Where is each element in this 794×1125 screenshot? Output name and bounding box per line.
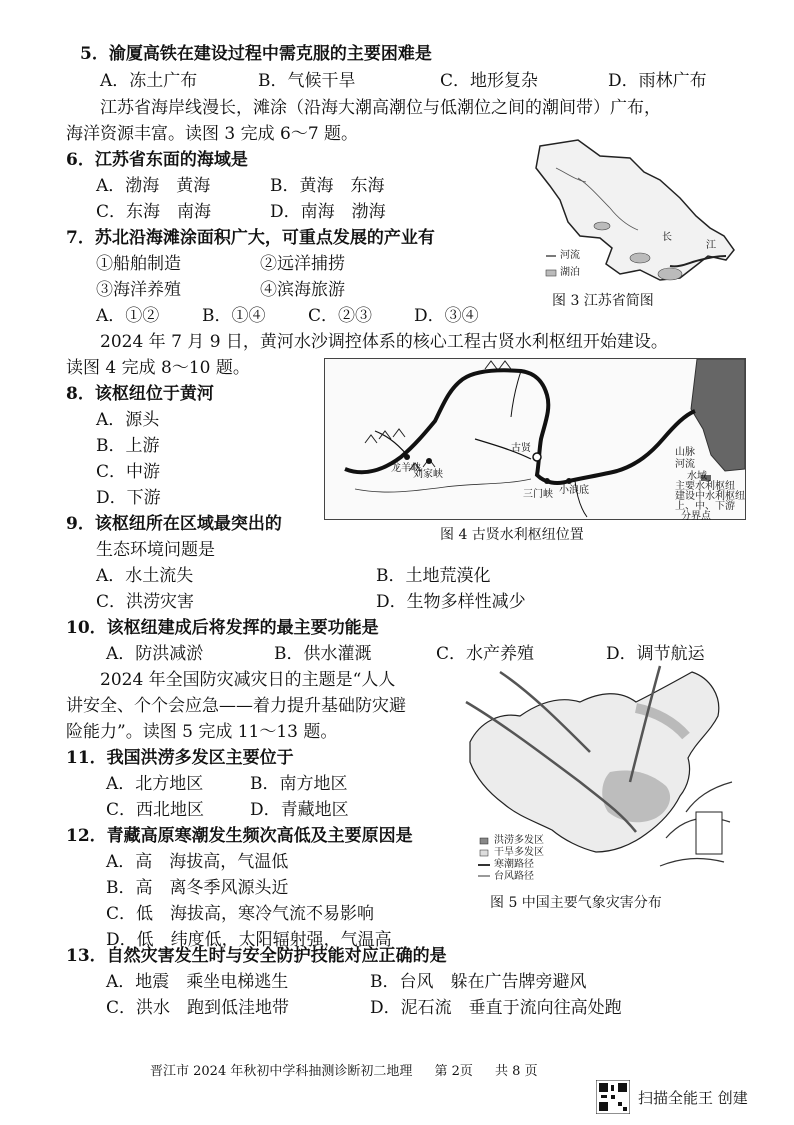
q13-options-row1	[106, 970, 746, 994]
q11-options-row2	[106, 798, 446, 822]
q8-stem: 8．该枢纽位于黄河	[66, 384, 214, 404]
q10-option-c: C．水产养殖	[436, 644, 535, 664]
fig4-place-guxian: 古贤	[511, 443, 531, 454]
fig3-caption: 图 3 江苏省简图	[552, 293, 654, 309]
q7-option-d: D．③④	[414, 306, 479, 326]
fig4-legend-river: 河流	[675, 459, 695, 470]
q9-option-a: A．水土流失	[96, 566, 194, 586]
fig3-label-chang: 长	[662, 232, 672, 243]
fig4-legend-water: 水域	[687, 471, 707, 482]
intro-6-7-line1: 江苏省海岸线漫长，滩涂（沿海大潮高潮位与低潮位之间的潮间带）广布，	[100, 98, 661, 118]
q11-option-a: A．北方地区	[106, 774, 204, 794]
jiangsu-map-graphic	[520, 138, 750, 288]
fig5-legend-cold-wave: 寒潮路径	[494, 859, 534, 870]
page-footer	[150, 1060, 556, 1079]
intro-8-10-line2: 读图 4 完成 8～10 题。	[66, 358, 250, 378]
fig3-legend-river: 河流	[560, 250, 580, 261]
q7-option-c: C．②③	[308, 306, 373, 326]
q12-option-d: D．低 纬度低，太阳辐射强，气温高	[106, 930, 392, 950]
q10-option-b: B．供水灌溉	[274, 644, 372, 664]
q10-option-d: D．调节航运	[606, 644, 705, 664]
q6-option-c: C．东海 南海	[96, 202, 212, 222]
q7-option-a: A．①②	[96, 306, 160, 326]
q6-options-row1	[96, 174, 516, 198]
q5-options	[100, 69, 740, 93]
fig4-caption: 图 4 古贤水利枢纽位置	[440, 527, 584, 543]
q11-option-c: C．西北地区	[106, 800, 205, 820]
footer-title: 晋江市 2024 年秋初中学科抽测诊断初二地理	[150, 1064, 413, 1079]
q7-option-b: B．①④	[202, 306, 266, 326]
fig3-legend-lake: 湖泊	[560, 267, 580, 278]
footer-page: 第 2页	[434, 1064, 473, 1079]
q5-stem: 5．渝厦高铁在建设过程中需克服的主要困难是	[80, 44, 432, 64]
q9-stem-line1: 9．该枢纽所在区域最突出的	[66, 514, 282, 534]
q7-item-1: ①船舶制造	[96, 254, 181, 274]
intro-11-13-line1: 2024 年全国防灾减灾日的主题是“人人	[100, 670, 396, 690]
fig4-legend-boundary-2: 分界点	[681, 511, 711, 522]
q12-option-c: C．低 海拔高，寒冷气流不易影响	[106, 904, 375, 924]
fig4-place-liujiaxia: 刘家峡	[413, 469, 443, 480]
q6-option-a: A．渤海 黄海	[96, 176, 211, 196]
q13-option-d: D．泥石流 垂直于流向往高处跑	[370, 998, 622, 1018]
fig4-place-xiaolangdi: 小浪底	[559, 485, 589, 496]
q6-option-d: D．南海 渤海	[270, 202, 386, 222]
q7-options	[96, 304, 516, 328]
q11-stem: 11．我国洪涝多发区主要位于	[66, 748, 294, 768]
q7-stem: 7．苏北沿海滩涂面积广大，可重点发展的产业有	[66, 228, 435, 248]
q9-option-b: B．土地荒漠化	[376, 566, 491, 586]
fig4-legend-boundary: 上、中、下游	[675, 501, 735, 512]
q13-option-c: C．洪水 跑到低洼地带	[106, 998, 290, 1018]
intro-11-13-line2: 讲安全、个个会应急——着力提升基础防灾避	[66, 696, 406, 716]
fig5-legend-typhoon: 台风路径	[494, 871, 534, 882]
q5-option-c: C．地形复杂	[440, 71, 539, 91]
fig4-legend-main-hub: 主要水利枢纽	[675, 481, 735, 492]
q9-options-row1	[96, 564, 696, 588]
footer-total: 共 8 页	[495, 1064, 538, 1079]
figure-4-yellow-river-map	[324, 358, 746, 520]
intro-11-13-line3: 险能力”。读图 5 完成 11～13 题。	[66, 722, 338, 742]
fig5-caption: 图 5 中国主要气象灾害分布	[490, 895, 662, 911]
q8-option-a: A．源头	[96, 410, 160, 430]
q13-options-row2	[106, 996, 746, 1020]
figure-5-china-hazard-map	[460, 662, 740, 888]
q8-option-d: D．下游	[96, 488, 161, 508]
q9-option-d: D．生物多样性减少	[376, 592, 526, 612]
q9-option-c: C．洪涝灾害	[96, 592, 195, 612]
q9-stem-line2: 生态环境问题是	[96, 540, 215, 560]
q13-stem: 13．自然灾害发生时与安全防护技能对应正确的是	[66, 946, 447, 966]
q6-stem: 6．江苏省东面的海域是	[66, 150, 248, 170]
q12-option-a: A．高 海拔高，气温低	[106, 852, 289, 872]
q6-option-b: B．黄海 东海	[270, 176, 385, 196]
q8-option-b: B．上游	[96, 436, 160, 456]
q7-item-3: ③海洋养殖	[96, 280, 181, 300]
intro-8-10-line1: 2024 年 7 月 9 日，黄河水沙调控体系的核心工程古贤水利枢纽开始建设。	[100, 332, 668, 352]
q6-options-row2	[96, 200, 516, 224]
q5-option-d: D．雨林广布	[608, 71, 707, 91]
fig5-legend-drought: 干旱多发区	[494, 847, 544, 858]
qr-code-icon	[596, 1080, 630, 1114]
q8-option-c: C．中游	[96, 462, 161, 482]
q11-option-d: D．青藏地区	[250, 800, 349, 820]
q7-item-4: ④滨海旅游	[260, 280, 345, 300]
q10-option-a: A．防洪减淤	[106, 644, 204, 664]
figure-3-jiangsu-map	[520, 138, 750, 288]
q7-items-row2	[96, 278, 516, 302]
watermark-text: 扫描全能王 创建	[638, 1089, 748, 1107]
fig5-legend-flood: 洪涝多发区	[494, 835, 544, 846]
q9-options-row2	[96, 590, 696, 614]
fig3-label-jiang: 江	[706, 240, 716, 251]
intro-6-7-line2: 海洋资源丰富。读图 3 完成 6～7 题。	[66, 124, 359, 144]
q12-stem: 12．青藏高原寒潮发生频次高低及主要原因是	[66, 826, 413, 846]
q13-option-b: B．台风 躲在广告牌旁避风	[370, 972, 587, 992]
q11-options-row1	[106, 772, 446, 796]
fig4-place-longyangxia: 龙羊峡	[391, 463, 421, 474]
q13-option-a: A．地震 乘坐电梯逃生	[106, 972, 289, 992]
fig4-legend-mountain: 山脉	[675, 447, 695, 458]
q5-option-a: A．冻土广布	[100, 71, 198, 91]
fig4-legend-building-hub: 建设中水利枢纽	[675, 491, 745, 502]
fig4-place-sanmenxia: 三门峡	[523, 489, 553, 500]
q11-option-b: B．南方地区	[250, 774, 348, 794]
q7-item-2: ②远洋捕捞	[260, 254, 345, 274]
q5-option-b: B．气候干旱	[258, 71, 356, 91]
q10-stem: 10．该枢纽建成后将发挥的最主要功能是	[66, 618, 379, 638]
scanner-watermark	[596, 1080, 786, 1120]
q7-items-row1	[96, 252, 516, 276]
q12-option-b: B．高 离冬季风源头近	[106, 878, 289, 898]
